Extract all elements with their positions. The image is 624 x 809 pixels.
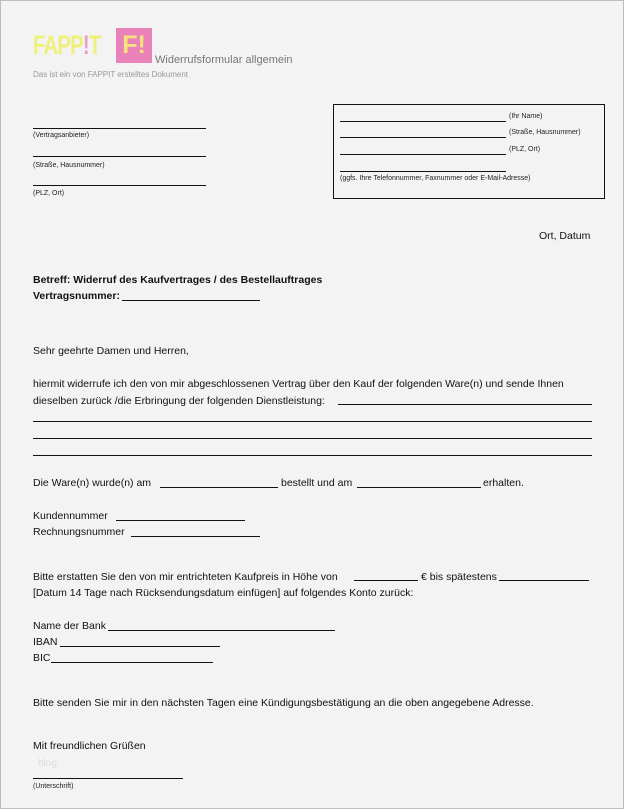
signature-label: (Unterschrift) (33, 783, 74, 790)
fappit-logo-icon: F! (116, 28, 152, 63)
own-contact-label: (ggfs. Ihre Telefonnummer, Faxnummer oder E-Mail-Adresse) (340, 175, 531, 182)
document-title: Widerrufsformular allgemein (155, 54, 293, 66)
customer-number-label: Kundennummer (33, 510, 108, 522)
closing: Mit freundlichen Grüßen (33, 740, 146, 752)
paragraph-line-1: hiermit widerrufe ich den von mir abgeschlossenen Vertrag über den Kauf der folgenden Ware(n) und sende Ihnen (33, 378, 564, 390)
confirmation-request: Bitte senden Sie mir in den nächsten Tagen eine Kündigungsbestätigung an die oben angegebene Adresse. (33, 697, 534, 709)
provider-city-label: (PLZ, Ort) (33, 190, 65, 197)
ordered-and-label: bestellt und am (281, 477, 353, 489)
document-subtitle: Das ist ein von FAPPIT erstelltes Dokument (33, 70, 189, 79)
refund-line-2: [Datum 14 Tage nach Rücksendungsdatum einfügen] auf folgendes Konto zurück: (33, 587, 414, 599)
bic-label: BIC (33, 652, 51, 664)
provider-street-label: (Straße, Hausnummer) (33, 162, 105, 169)
received-label: erhalten. (483, 477, 524, 489)
provider-label: (Vertragsanbieter) (33, 132, 90, 139)
bank-label: Name der Bank (33, 620, 106, 632)
iban-label: IBAN (33, 636, 58, 648)
fappit-logo: FAPP!T (33, 30, 101, 60)
own-name-label: (Ihr Name) (509, 113, 543, 120)
invoice-number-label: Rechnungsnummer (33, 526, 125, 538)
refund-euro-label: € bis spätestens (421, 571, 497, 583)
place-date: Ort, Datum (539, 230, 591, 242)
salutation: Sehr geehrte Damen und Herren, (33, 345, 189, 357)
contract-number-label: Vertragsnummer: (33, 290, 120, 302)
refund-line-1: Bitte erstatten Sie den von mir entrichteten Kaufpreis in Höhe von (33, 571, 338, 583)
own-address-box (333, 104, 605, 199)
own-city-label: (PLZ, Ort) (509, 146, 541, 153)
goods-ordered-label: Die Ware(n) wurde(n) am (33, 477, 152, 489)
own-street-label: (Straße, Hausnummer) (509, 129, 581, 136)
watermark: blog (38, 758, 57, 769)
subject: Betreff: Widerruf des Kaufvertrages / des Bestellauftrages (33, 274, 323, 286)
paragraph-line-2: dieselben zurück /die Erbringung der folgenden Dienstleistung: (33, 395, 325, 407)
